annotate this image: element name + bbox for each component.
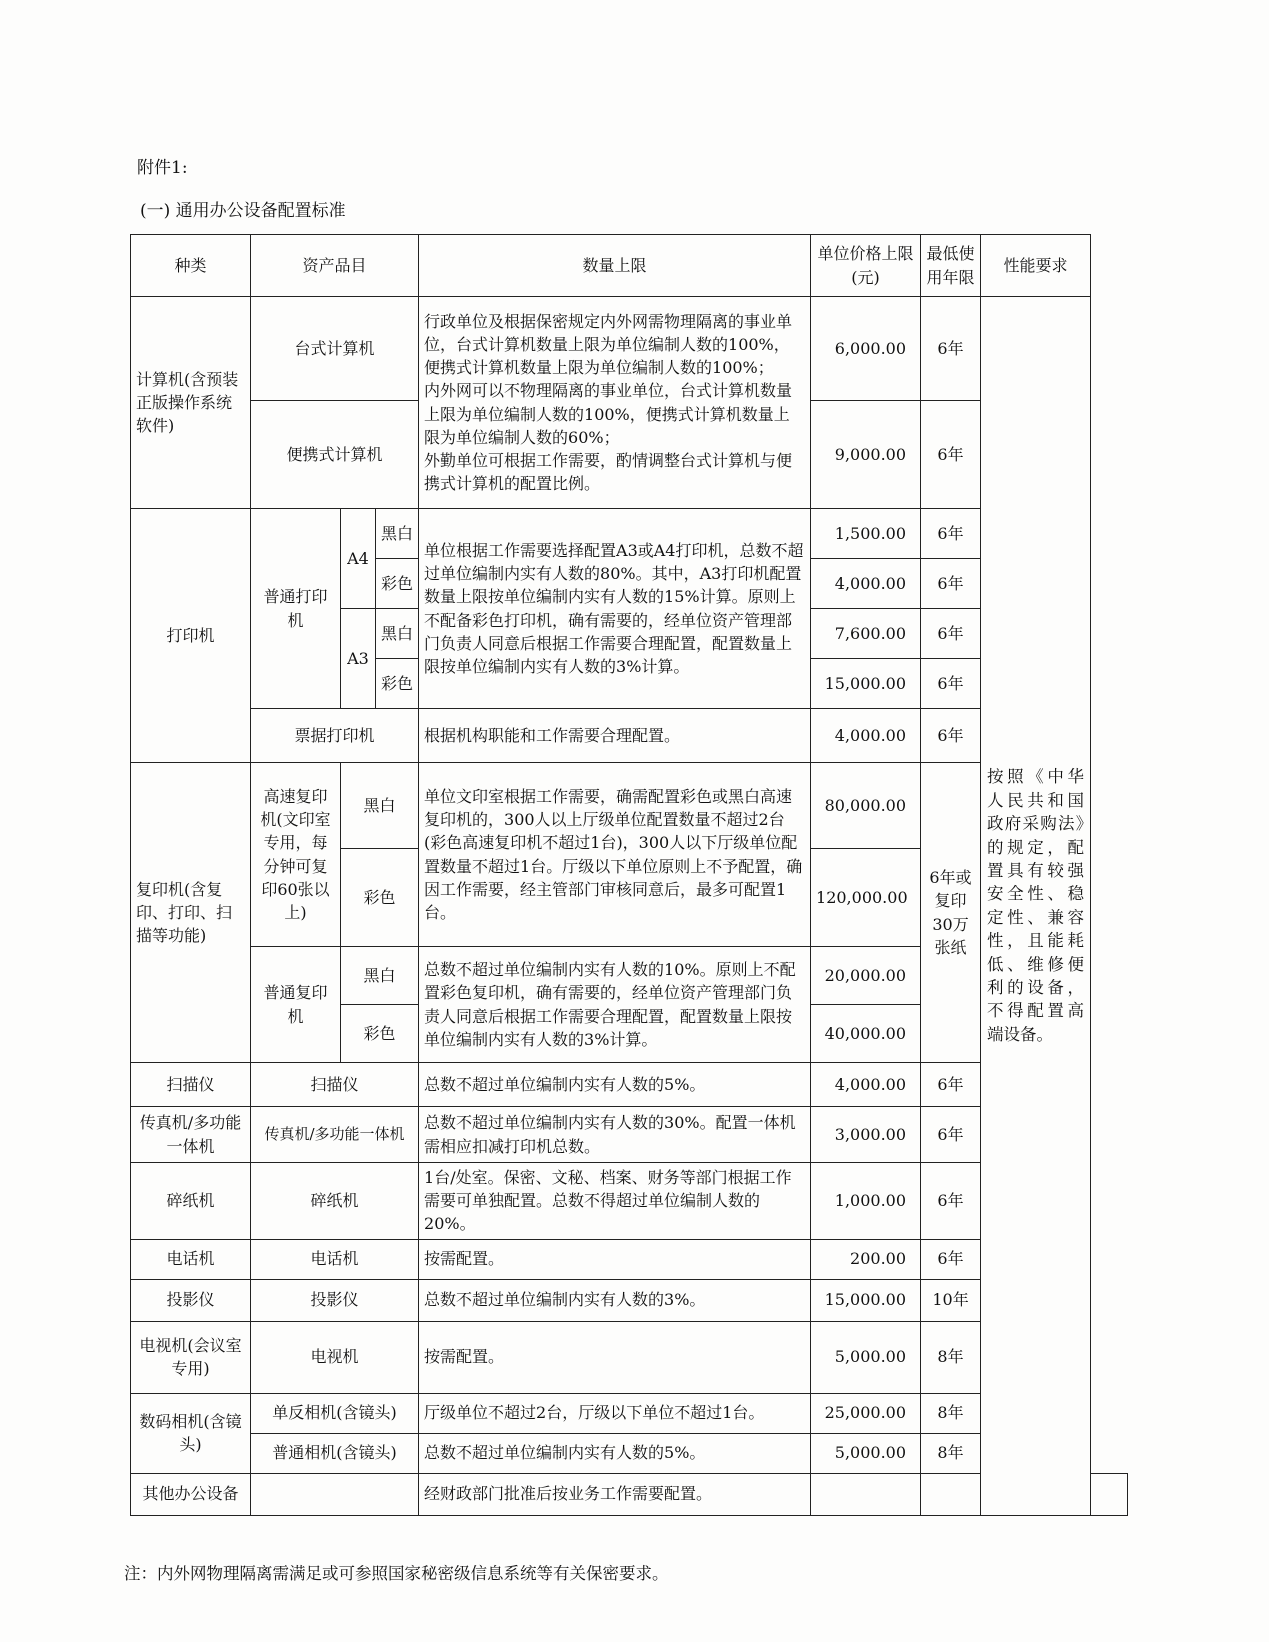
- printer-type: 打印机: [131, 509, 251, 763]
- other-price: [811, 1473, 921, 1515]
- normal-copier-bw-label: 黑白: [341, 947, 419, 1005]
- slr-camera-years: 8年: [921, 1393, 981, 1433]
- header-quantity: 数量上限: [419, 235, 811, 297]
- computer-type: 计算机(含预装正版操作系统软件): [131, 297, 251, 509]
- fax-type: 传真机/多功能一体机: [131, 1107, 251, 1163]
- laptop-price: 9,000.00: [811, 401, 921, 509]
- projector-item: 投影仪: [251, 1279, 419, 1321]
- table-row: [131, 1063, 1128, 1107]
- normal-camera-price: 5,000.00: [811, 1433, 921, 1473]
- shredder-price: 1,000.00: [811, 1163, 921, 1240]
- phone-price: 200.00: [811, 1239, 921, 1279]
- shredder-years: 6年: [921, 1163, 981, 1240]
- receipt-printer-price: 4,000.00: [811, 709, 921, 763]
- highspeed-color-price: 120,000.00: [811, 849, 921, 947]
- receipt-printer-quantity: 根据机构职能和工作需要合理配置。: [419, 709, 811, 763]
- fax-quantity: 总数不超过单位编制内实有人数的30%。配置一体机需相应扣减打印机总数。: [419, 1107, 811, 1163]
- fax-price: 3,000.00: [811, 1107, 921, 1163]
- projector-price: 15,000.00: [811, 1279, 921, 1321]
- scanner-price: 4,000.00: [811, 1063, 921, 1107]
- printer-a3-color-years: 6年: [921, 659, 981, 709]
- other-type: 其他办公设备: [131, 1473, 251, 1515]
- other-performance: [1091, 1473, 1128, 1515]
- other-quantity: 经财政部门批准后按业务工作需要配置。: [419, 1473, 811, 1515]
- scanner-quantity: 总数不超过单位编制内实有人数的5%。: [419, 1063, 811, 1107]
- slr-camera-quantity: 厅级单位不超过2台，厅级以下单位不超过1台。: [419, 1393, 811, 1433]
- phone-quantity: 按需配置。: [419, 1239, 811, 1279]
- normal-camera-years: 8年: [921, 1433, 981, 1473]
- copier-years: 6年或复印30万张纸: [921, 763, 981, 1063]
- shredder-type: 碎纸机: [131, 1163, 251, 1240]
- table-row: [131, 297, 1128, 401]
- slr-camera-price: 25,000.00: [811, 1393, 921, 1433]
- table-row: [131, 1239, 1128, 1279]
- printer-a4-bw-years: 6年: [921, 509, 981, 559]
- desktop-item: 台式计算机: [251, 297, 419, 401]
- printer-a4-color-price: 4,000.00: [811, 559, 921, 609]
- fax-years: 6年: [921, 1107, 981, 1163]
- printer-quantity: 单位根据工作需要选择配置A3或A4打印机，总数不超过单位编制内实有人数的80%。其中，A3打印机配置数量上限按单位编制内实有人数的15%计算。原则上不配备彩色打印机，确有需要的，经单位资产管理部门负责人同意后根据工作需要合理配置，配置数量上限按单位编制内实有人数的3%计算。: [419, 509, 811, 709]
- highspeed-copier-item: 高速复印机(文印室专用，每分钟可复印60张以上): [251, 763, 341, 947]
- table-row: [131, 1321, 1128, 1393]
- scanner-years: 6年: [921, 1063, 981, 1107]
- table-row: [131, 763, 1128, 849]
- tv-price: 5,000.00: [811, 1321, 921, 1393]
- projector-quantity: 总数不超过单位编制内实有人数的3%。: [419, 1279, 811, 1321]
- printer-a4-bw-price: 1,500.00: [811, 509, 921, 559]
- other-item: [251, 1473, 419, 1515]
- printer-a3-color-label: 彩色: [376, 659, 419, 709]
- projector-years: 10年: [921, 1279, 981, 1321]
- phone-years: 6年: [921, 1239, 981, 1279]
- normal-copier-item: 普通复印机: [251, 947, 341, 1063]
- table-row: [131, 1107, 1128, 1163]
- equipment-standard-table: [130, 234, 1128, 1516]
- printer-a4-label: A4: [341, 509, 376, 609]
- highspeed-color-label: 彩色: [341, 849, 419, 947]
- copier-type: 复印机(含复印、打印、扫描等功能): [131, 763, 251, 1063]
- normal-printer-item: 普通打印机: [251, 509, 341, 709]
- header-performance: 性能要求: [981, 235, 1091, 297]
- printer-a4-color-years: 6年: [921, 559, 981, 609]
- camera-type: 数码相机(含镜头): [131, 1393, 251, 1473]
- table-row: [131, 1433, 1128, 1473]
- highspeed-bw-price: 80,000.00: [811, 763, 921, 849]
- computer-quantity: 行政单位及根据保密规定内外网需物理隔离的事业单位，台式计算机数量上限为单位编制人数的100%，便携式计算机数量上限为单位编制人数的100%； 内外网可以不物理隔离的事业单位，台式计算机数量上限为单位编制人数的100%，便携式计算机数量上限为单位编制人数的60%； 外勤单位可根据工作需要，酌情调整台式计算机与便携式计算机的配置比例。: [419, 297, 811, 509]
- printer-a3-bw-years: 6年: [921, 609, 981, 659]
- performance-requirement: 按照《中华人民共和国政府采购法》的规定，配置具有较强安全性、稳定性、兼容性，且能耗低、维修便利的设备，不得配置高端设备。: [981, 297, 1091, 1516]
- normal-camera-quantity: 总数不超过单位编制内实有人数的5%。: [419, 1433, 811, 1473]
- header-years: 最低使用年限: [921, 235, 981, 297]
- scanner-type: 扫描仪: [131, 1063, 251, 1107]
- tv-years: 8年: [921, 1321, 981, 1393]
- laptop-years: 6年: [921, 401, 981, 509]
- highspeed-copier-quantity: 单位文印室根据工作需要，确需配置彩色或黑白高速复印机的，300人以上厅级单位配置数量不超过2台(彩色高速复印机不超过1台)，300人以下厅级单位配置数量不超过1台。厅级以下单位原则上不予配置，确因工作需要，经主管部门审核同意后，最多可配置1台。: [419, 763, 811, 947]
- desktop-price: 6,000.00: [811, 297, 921, 401]
- shredder-quantity: 1台/处室。保密、文秘、档案、财务等部门根据工作需要可单独配置。总数不得超过单位编制人数的20%。: [419, 1163, 811, 1240]
- table-header-row: [131, 235, 1128, 297]
- normal-copier-color-label: 彩色: [341, 1005, 419, 1063]
- table-row: [131, 1163, 1128, 1240]
- table-row: [131, 1473, 1128, 1515]
- phone-item: 电话机: [251, 1239, 419, 1279]
- slr-camera-item: 单反相机(含镜头): [251, 1393, 419, 1433]
- tv-type: 电视机(会议室专用): [131, 1321, 251, 1393]
- header-item: 资产品目: [251, 235, 419, 297]
- printer-a3-label: A3: [341, 609, 376, 709]
- normal-copier-bw-price: 20,000.00: [811, 947, 921, 1005]
- table-row: [131, 1393, 1128, 1433]
- phone-type: 电话机: [131, 1239, 251, 1279]
- scanner-item: 扫描仪: [251, 1063, 419, 1107]
- table-row: [131, 1279, 1128, 1321]
- normal-camera-item: 普通相机(含镜头): [251, 1433, 419, 1473]
- printer-a4-bw-label: 黑白: [376, 509, 419, 559]
- highspeed-bw-label: 黑白: [341, 763, 419, 849]
- printer-a3-bw-price: 7,600.00: [811, 609, 921, 659]
- desktop-years: 6年: [921, 297, 981, 401]
- footnote: 注：内外网物理隔离需满足或可参照国家秘密级信息系统等有关保密要求。: [124, 1564, 669, 1583]
- laptop-item: 便携式计算机: [251, 401, 419, 509]
- other-years: [921, 1473, 981, 1515]
- printer-a4-color-label: 彩色: [376, 559, 419, 609]
- header-price: 单位价格上限(元): [811, 235, 921, 297]
- table-row: [131, 709, 1128, 763]
- table-row: [131, 509, 1128, 559]
- projector-type: 投影仪: [131, 1279, 251, 1321]
- tv-quantity: 按需配置。: [419, 1321, 811, 1393]
- header-type: 种类: [131, 235, 251, 297]
- receipt-printer-years: 6年: [921, 709, 981, 763]
- printer-a3-color-price: 15,000.00: [811, 659, 921, 709]
- printer-a3-bw-label: 黑白: [376, 609, 419, 659]
- receipt-printer-item: 票据打印机: [251, 709, 419, 763]
- normal-copier-quantity: 总数不超过单位编制内实有人数的10%。原则上不配置彩色复印机，确有需要的，经单位资产管理部门负责人同意后根据工作需要合理配置，配置数量上限按单位编制内实有人数的3%计算。: [419, 947, 811, 1063]
- fax-item: 传真机/多功能一体机: [251, 1107, 419, 1163]
- section-subtitle: (一) 通用办公设备配置标准: [140, 201, 346, 221]
- attachment-label: 附件1:: [137, 158, 188, 178]
- normal-copier-color-price: 40,000.00: [811, 1005, 921, 1063]
- tv-item: 电视机: [251, 1321, 419, 1393]
- shredder-item: 碎纸机: [251, 1163, 419, 1240]
